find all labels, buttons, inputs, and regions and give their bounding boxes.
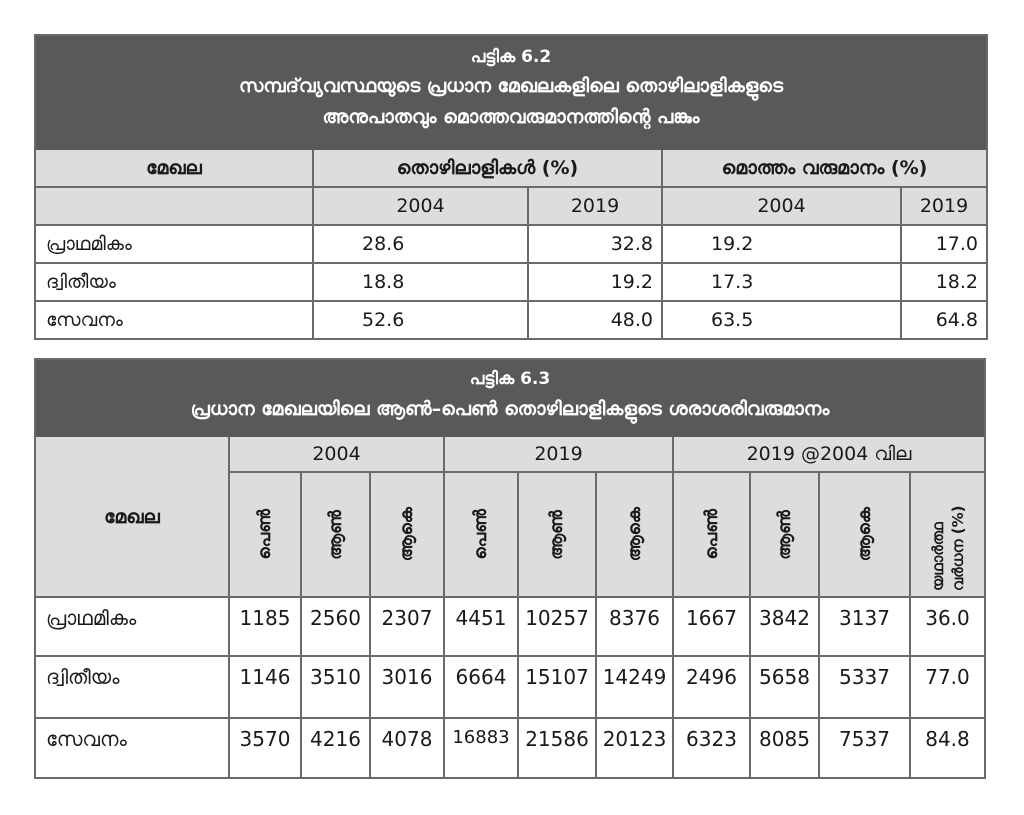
value-cell: 4216 [302, 719, 371, 777]
value-cell: 3137 [820, 598, 911, 657]
value-cell: 77.0 [911, 657, 984, 719]
value-cell: 3016 [371, 657, 445, 719]
value-cell: 2496 [674, 657, 751, 719]
header-workers: തൊഴിലാളികൾ (%) [314, 150, 663, 188]
income-2019: 64.8 [902, 302, 986, 338]
header-male-real: ആൺ [751, 473, 820, 598]
income-2004: 19.2 [663, 226, 902, 264]
value-cell: 3510 [302, 657, 371, 719]
header-female-2019: പെൺ [445, 473, 519, 598]
header-year: 2004 [663, 188, 902, 226]
header-sector: മേഖല [36, 437, 230, 598]
value-cell: 6323 [674, 719, 751, 777]
value-cell: 5337 [820, 657, 911, 719]
header-female-2004: പെൺ [230, 473, 302, 598]
sector-name: ദ്വിതീയം [36, 264, 314, 302]
workers-2004: 28.6 [314, 226, 529, 264]
header-year: 2019 [529, 188, 663, 226]
header-year: 2019 [902, 188, 986, 226]
table-number: പട്ടിക 6.3 [469, 369, 551, 389]
income-2019: 17.0 [902, 226, 986, 264]
value-cell: 1667 [674, 598, 751, 657]
value-cell: 4078 [371, 719, 445, 777]
income-2019: 18.2 [902, 264, 986, 302]
value-cell: 84.8 [911, 719, 984, 777]
workers-2019: 19.2 [529, 264, 663, 302]
sector-name: പ്രാഥമികം [36, 226, 314, 264]
value-cell: 2560 [302, 598, 371, 657]
value-cell: 1146 [230, 657, 302, 719]
header-group-2004: 2004 [230, 437, 445, 473]
table-6-2 [34, 34, 988, 340]
value-cell: 8085 [751, 719, 820, 777]
sector-name: സേവനം [36, 719, 230, 777]
value-cell: 21586 [519, 719, 597, 777]
header-total-2004: ആകെ [371, 473, 445, 598]
value-cell: 5658 [751, 657, 820, 719]
table-title: പ്രധാന മേഖലയിലെ ആൺ–പെൺ തൊഴിലാളികളുടെ ശരാശരിവരുമാനം [190, 398, 830, 420]
header-group-2019-at-2004-prices: 2019 @2004 വില [674, 437, 984, 473]
income-2004: 17.3 [663, 264, 902, 302]
header-female-real: പെൺ [674, 473, 751, 598]
header-blank [36, 188, 314, 226]
table-title-line1: സമ്പദ്‌വ്യവസ്ഥയുടെ പ്രധാന മേഖലകളിലെ തൊഴിലാളികളുടെ [238, 75, 784, 97]
table-caption [36, 36, 986, 152]
table-caption [36, 360, 984, 439]
sector-name: സേവനം [36, 302, 314, 338]
value-cell: 3842 [751, 598, 820, 657]
header-male-2019: ആൺ [519, 473, 597, 598]
header-year: 2004 [314, 188, 529, 226]
value-cell: 8376 [597, 598, 674, 657]
header-male-2004: ആൺ [302, 473, 371, 598]
income-2004: 63.5 [663, 302, 902, 338]
workers-2019: 32.8 [529, 226, 663, 264]
workers-2019: 48.0 [529, 302, 663, 338]
value-cell: 1185 [230, 598, 302, 657]
header-real-growth: യഥാർത്ഥ വർധന (%) [911, 473, 984, 598]
header-total-2019: ആകെ [597, 473, 674, 598]
sector-name: ദ്വിതീയം [36, 657, 230, 719]
value-cell: 7537 [820, 719, 911, 777]
header-income: മൊത്തം വരുമാനം (%) [663, 150, 986, 188]
header-group-2019: 2019 [445, 437, 674, 473]
value-cell: 2307 [371, 598, 445, 657]
workers-2004: 52.6 [314, 302, 529, 338]
value-cell: 10257 [519, 598, 597, 657]
value-cell: 4451 [445, 598, 519, 657]
table-number: പട്ടിക 6.2 [470, 47, 552, 67]
value-cell: 20123 [597, 719, 674, 777]
value-cell: 3570 [230, 719, 302, 777]
table-6-3 [34, 358, 986, 779]
value-cell: 16883 [445, 719, 519, 777]
workers-2004: 18.8 [314, 264, 529, 302]
value-cell: 14249 [597, 657, 674, 719]
value-cell: 6664 [445, 657, 519, 719]
header-sector: മേഖല [36, 150, 314, 188]
table-title-line2: അനുപാതവും മൊത്തവരുമാനത്തിന്റെ പങ്കും [322, 106, 700, 128]
value-cell: 15107 [519, 657, 597, 719]
value-cell: 36.0 [911, 598, 984, 657]
header-total-real: ആകെ [820, 473, 911, 598]
sector-name: പ്രാഥമികം [36, 598, 230, 657]
